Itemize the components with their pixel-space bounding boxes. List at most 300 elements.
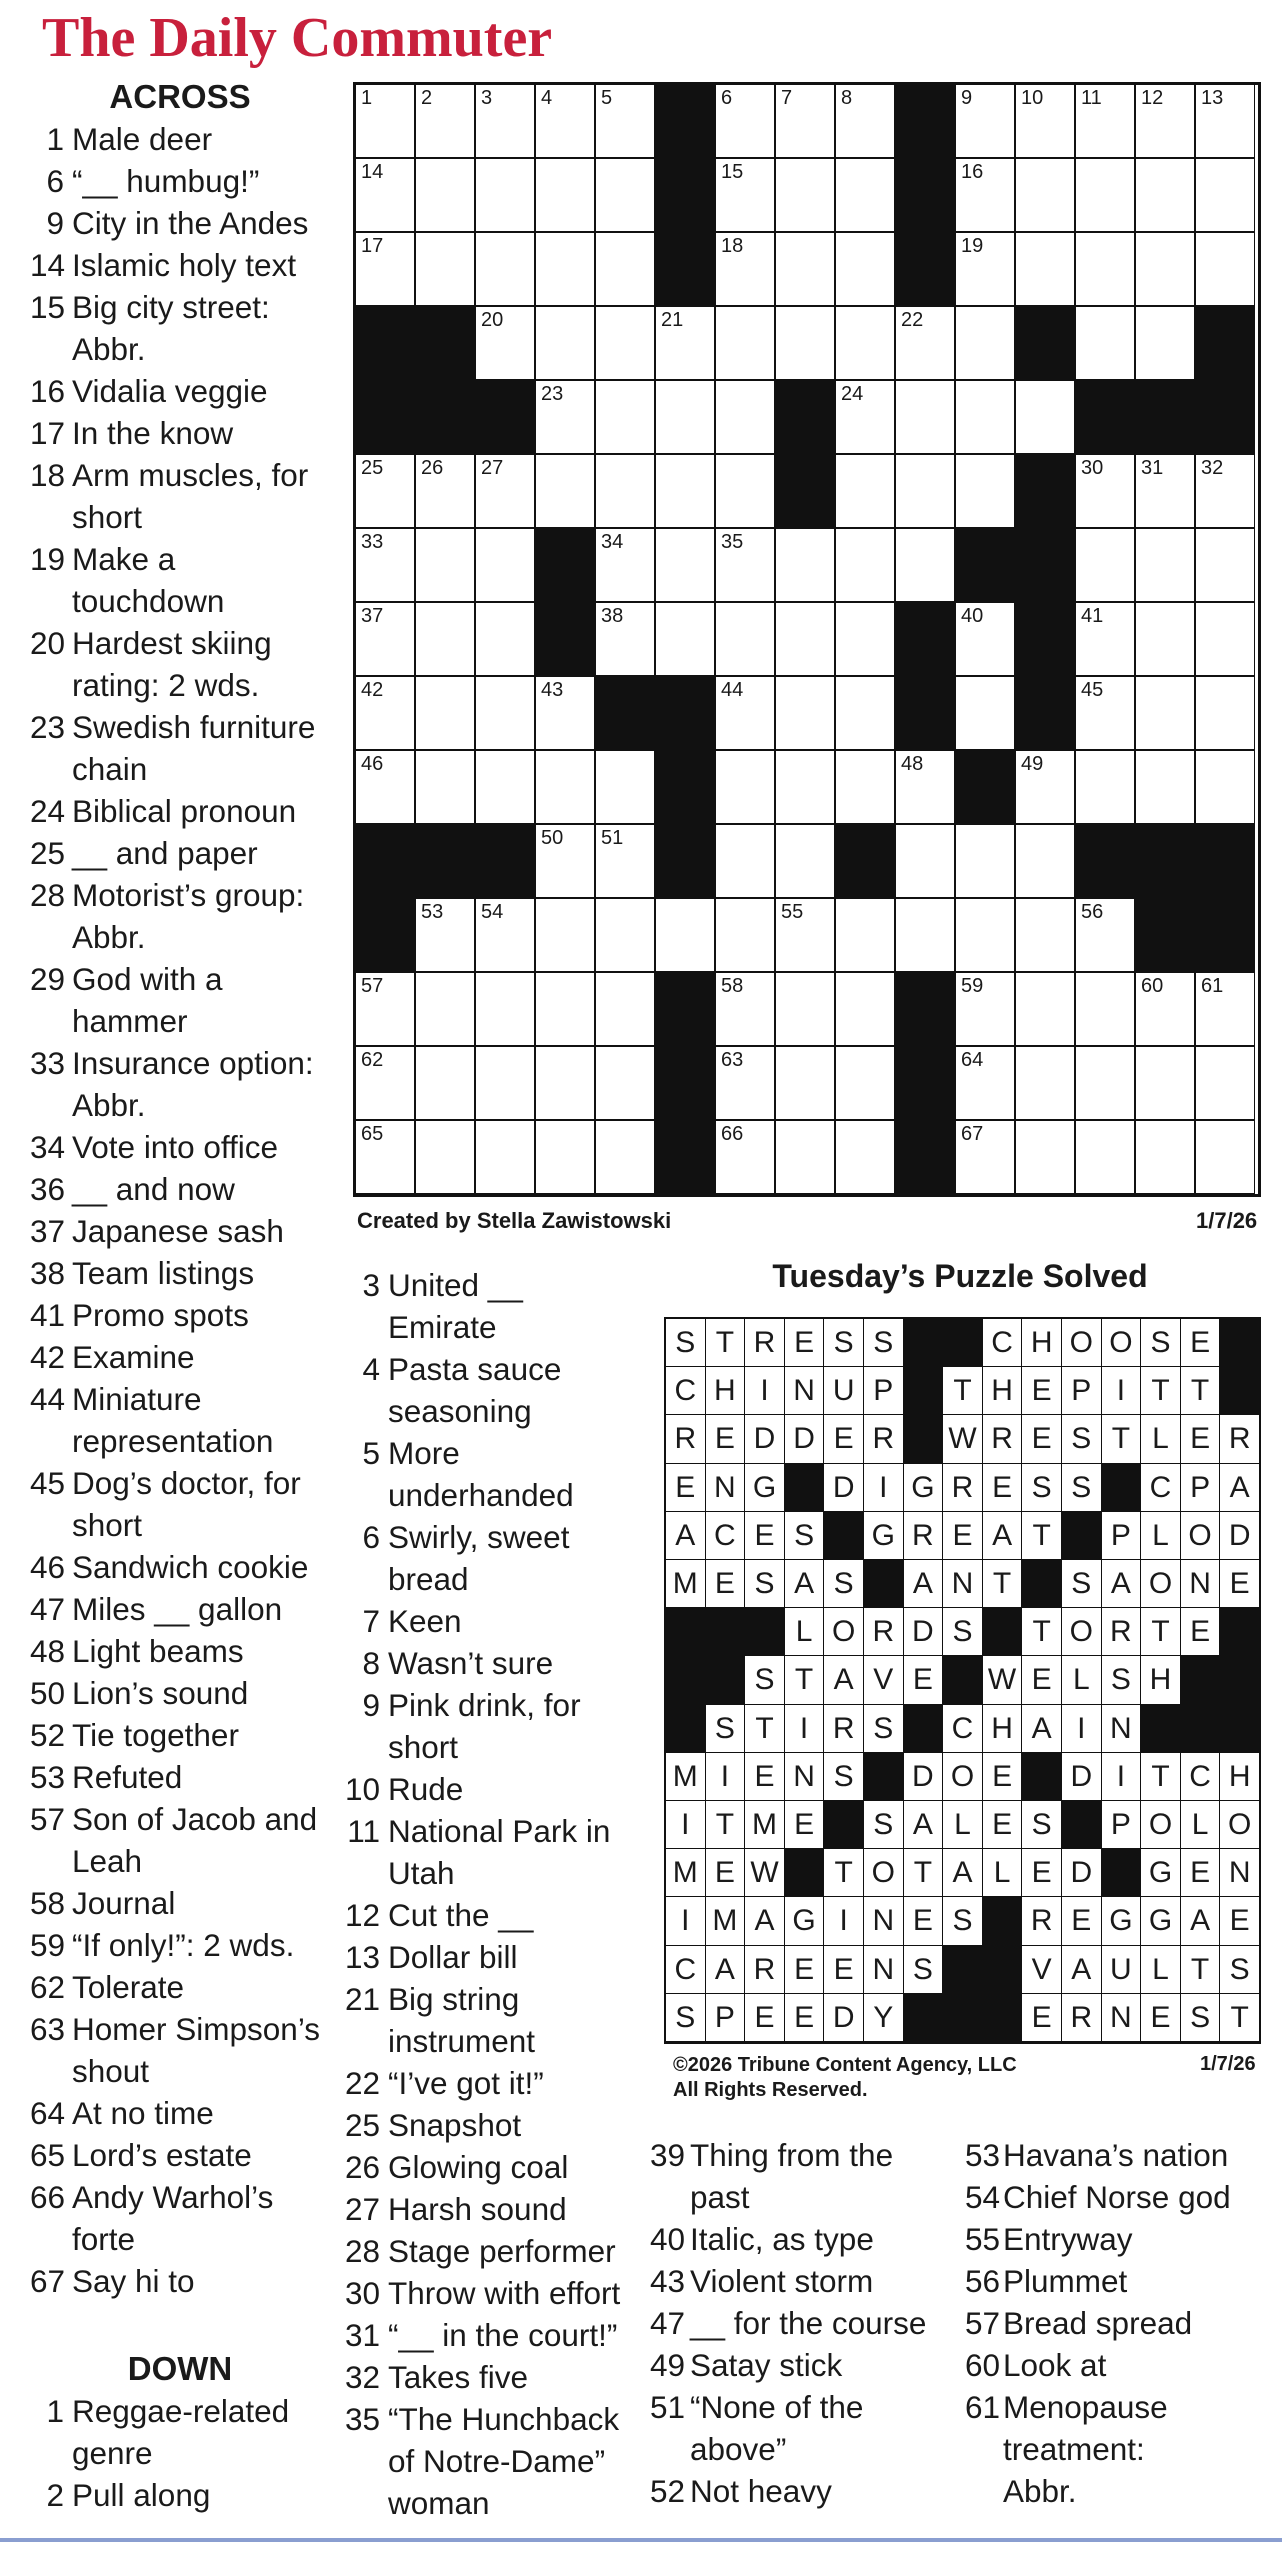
grid-cell[interactable] bbox=[1015, 898, 1075, 972]
solution-letter: O bbox=[1180, 1511, 1221, 1560]
grid-cell[interactable] bbox=[1195, 972, 1255, 1046]
grid-cell[interactable] bbox=[715, 84, 775, 158]
solution-black-square bbox=[1101, 1848, 1142, 1897]
grid-cell[interactable] bbox=[715, 232, 775, 306]
grid-cell[interactable] bbox=[535, 1120, 595, 1194]
grid-cell[interactable] bbox=[1195, 1046, 1255, 1120]
grid-cell[interactable] bbox=[1195, 528, 1255, 602]
grid-cell[interactable] bbox=[1135, 306, 1195, 380]
clue-text-line: Japanese sash bbox=[72, 1213, 284, 1249]
grid-cell[interactable] bbox=[475, 750, 535, 824]
grid-cell[interactable] bbox=[415, 158, 475, 232]
clue-item bbox=[30, 832, 330, 874]
clue-item bbox=[30, 538, 330, 622]
clue-text-line: Vidalia veggie bbox=[72, 373, 268, 409]
grid-cell[interactable] bbox=[535, 232, 595, 306]
grid-cell[interactable] bbox=[475, 306, 535, 380]
grid-cell[interactable] bbox=[775, 750, 835, 824]
cell-number: 16 bbox=[961, 161, 984, 183]
black-square bbox=[595, 676, 655, 750]
grid-cell[interactable] bbox=[1135, 454, 1195, 528]
solution-black-square bbox=[744, 1607, 785, 1656]
solution-letter: E bbox=[903, 1655, 944, 1704]
grid-cell[interactable] bbox=[655, 898, 715, 972]
grid-cell[interactable] bbox=[595, 232, 655, 306]
grid-cell[interactable] bbox=[415, 84, 475, 158]
grid-cell[interactable] bbox=[1015, 84, 1075, 158]
grid-cell[interactable] bbox=[1075, 158, 1135, 232]
clue-text-line: “I’ve got it!” bbox=[388, 2065, 544, 2101]
clue-text-line: Bread spread bbox=[1003, 2305, 1193, 2341]
grid-cell[interactable] bbox=[355, 1046, 415, 1120]
grid-cell[interactable] bbox=[715, 898, 775, 972]
grid-cell[interactable] bbox=[715, 528, 775, 602]
solution-letter: S bbox=[1021, 1800, 1062, 1849]
solution-black-square bbox=[1140, 1704, 1181, 1753]
grid-cell[interactable] bbox=[475, 84, 535, 158]
solution-letter: I bbox=[665, 1800, 706, 1849]
grid-cell[interactable] bbox=[1135, 1120, 1195, 1194]
grid-cell[interactable] bbox=[535, 306, 595, 380]
grid-cell[interactable] bbox=[715, 602, 775, 676]
black-square bbox=[1015, 306, 1075, 380]
solution-letter: L bbox=[1180, 1800, 1221, 1849]
grid-cell[interactable] bbox=[1075, 676, 1135, 750]
grid-cell[interactable] bbox=[1075, 232, 1135, 306]
grid-cell[interactable] bbox=[595, 84, 655, 158]
grid-cell[interactable] bbox=[715, 676, 775, 750]
grid-cell[interactable] bbox=[775, 158, 835, 232]
grid-cell[interactable] bbox=[1075, 1046, 1135, 1120]
grid-cell[interactable] bbox=[355, 602, 415, 676]
grid-cell[interactable] bbox=[655, 454, 715, 528]
clue-text bbox=[72, 244, 330, 286]
solution-black-square bbox=[903, 1366, 944, 1415]
clue-text bbox=[388, 2104, 625, 2146]
grid-cell[interactable] bbox=[955, 306, 1015, 380]
grid-cell[interactable] bbox=[1015, 380, 1075, 454]
grid-cell[interactable] bbox=[715, 158, 775, 232]
grid-cell[interactable] bbox=[1195, 158, 1255, 232]
clue-number: 50 bbox=[30, 1675, 66, 1711]
grid-cell[interactable] bbox=[415, 1046, 475, 1120]
grid-cell[interactable] bbox=[1015, 750, 1075, 824]
grid-cell[interactable] bbox=[835, 232, 895, 306]
solution-letter: E bbox=[1180, 1318, 1221, 1367]
solution-letter: C bbox=[1180, 1752, 1221, 1801]
clue-item bbox=[30, 1966, 330, 2008]
clue-text bbox=[690, 2386, 950, 2470]
grid-cell[interactable] bbox=[535, 824, 595, 898]
grid-cell[interactable] bbox=[955, 972, 1015, 1046]
black-square bbox=[1195, 380, 1255, 454]
solution-letter: S bbox=[942, 1607, 983, 1656]
clue-number: 1 bbox=[46, 121, 64, 157]
grid-cell[interactable] bbox=[355, 1120, 415, 1194]
clue-number: 27 bbox=[344, 2191, 380, 2227]
grid-cell[interactable] bbox=[475, 1046, 535, 1120]
black-square bbox=[355, 824, 415, 898]
black-square bbox=[655, 1046, 715, 1120]
grid-cell[interactable] bbox=[535, 676, 595, 750]
black-square bbox=[955, 528, 1015, 602]
cell-number: 4 bbox=[541, 87, 553, 109]
grid-cell[interactable] bbox=[1195, 1120, 1255, 1194]
grid-cell[interactable] bbox=[775, 84, 835, 158]
grid-cell[interactable] bbox=[955, 1046, 1015, 1120]
clue-text bbox=[72, 1126, 330, 1168]
grid-cell[interactable] bbox=[415, 750, 475, 824]
clue-text bbox=[72, 1672, 330, 1714]
grid-cell[interactable] bbox=[415, 1120, 475, 1194]
grid-cell[interactable] bbox=[595, 602, 655, 676]
clue-number: 6 bbox=[362, 1519, 380, 1555]
clue-text bbox=[72, 706, 330, 790]
grid-cell[interactable] bbox=[1075, 454, 1135, 528]
grid-cell[interactable] bbox=[475, 1120, 535, 1194]
grid-cell[interactable] bbox=[355, 676, 415, 750]
solution-letter: W bbox=[744, 1848, 785, 1897]
solution-letter: I bbox=[784, 1704, 825, 1753]
cell-number: 17 bbox=[361, 235, 384, 257]
grid-cell[interactable] bbox=[835, 1046, 895, 1120]
grid-cell[interactable] bbox=[1135, 602, 1195, 676]
solution-letter: N bbox=[942, 1559, 983, 1608]
solution-letter: L bbox=[1061, 1655, 1102, 1704]
clue-item bbox=[650, 2218, 950, 2260]
clue-item bbox=[30, 1126, 330, 1168]
solution-letter: T bbox=[705, 1800, 746, 1849]
solution-letter: R bbox=[863, 1414, 904, 1463]
solution-letter: R bbox=[1061, 1993, 1102, 2042]
grid-cell[interactable] bbox=[595, 972, 655, 1046]
solution-black-square bbox=[903, 1993, 944, 2042]
grid-cell[interactable] bbox=[355, 528, 415, 602]
grid-cell[interactable] bbox=[1195, 676, 1255, 750]
grid-cell[interactable] bbox=[1075, 602, 1135, 676]
grid-cell[interactable] bbox=[475, 898, 535, 972]
grid-cell[interactable] bbox=[355, 84, 415, 158]
clue-text bbox=[72, 2260, 330, 2302]
grid-cell[interactable] bbox=[1015, 1046, 1075, 1120]
grid-cell[interactable] bbox=[1135, 1046, 1195, 1120]
grid-cell[interactable] bbox=[655, 306, 715, 380]
clue-text bbox=[72, 1210, 330, 1252]
grid-cell[interactable] bbox=[595, 898, 655, 972]
grid-cell[interactable] bbox=[775, 306, 835, 380]
grid-cell[interactable] bbox=[1135, 528, 1195, 602]
grid-cell[interactable] bbox=[475, 676, 535, 750]
black-square bbox=[1195, 824, 1255, 898]
grid-cell[interactable] bbox=[1075, 898, 1135, 972]
solution-letter: S bbox=[705, 1704, 746, 1753]
grid-cell[interactable] bbox=[835, 528, 895, 602]
grid-cell[interactable] bbox=[835, 84, 895, 158]
grid-cell[interactable] bbox=[415, 676, 475, 750]
solution-letter: S bbox=[744, 1559, 785, 1608]
grid-cell[interactable] bbox=[775, 602, 835, 676]
grid-cell[interactable] bbox=[1075, 972, 1135, 1046]
grid-cell[interactable] bbox=[835, 898, 895, 972]
grid-cell[interactable] bbox=[475, 454, 535, 528]
grid-cell[interactable] bbox=[475, 972, 535, 1046]
grid-cell[interactable] bbox=[775, 528, 835, 602]
grid-cell[interactable] bbox=[1075, 306, 1135, 380]
clue-text-line: Son of Jacob and bbox=[72, 1801, 318, 1837]
grid-cell[interactable] bbox=[475, 158, 535, 232]
grid-cell[interactable] bbox=[415, 602, 475, 676]
grid-cell[interactable] bbox=[955, 1120, 1015, 1194]
grid-cell[interactable] bbox=[1135, 158, 1195, 232]
clue-number: 8 bbox=[362, 1645, 380, 1681]
solution-black-square bbox=[1180, 1655, 1221, 1704]
grid-cell[interactable] bbox=[1015, 158, 1075, 232]
grid-cell[interactable] bbox=[895, 824, 955, 898]
grid-cell[interactable] bbox=[415, 232, 475, 306]
grid-cell[interactable] bbox=[535, 158, 595, 232]
grid-cell[interactable] bbox=[955, 898, 1015, 972]
clue-text bbox=[72, 1252, 330, 1294]
grid-cell[interactable] bbox=[895, 306, 955, 380]
grid-cell[interactable] bbox=[1015, 232, 1075, 306]
solution-letter: D bbox=[1061, 1752, 1102, 1801]
clue-number: 18 bbox=[30, 457, 66, 493]
grid-cell[interactable] bbox=[595, 528, 655, 602]
clue-text-line: Havana’s nation bbox=[1003, 2137, 1229, 2173]
grid-cell[interactable] bbox=[535, 380, 595, 454]
grid-cell[interactable] bbox=[895, 454, 955, 528]
grid-cell[interactable] bbox=[355, 232, 415, 306]
grid-cell[interactable] bbox=[775, 1120, 835, 1194]
clue-number: 54 bbox=[965, 2179, 1001, 2215]
black-square bbox=[1135, 824, 1195, 898]
grid-cell[interactable] bbox=[415, 454, 475, 528]
solution-letter: R bbox=[1219, 1414, 1260, 1463]
grid-cell[interactable] bbox=[1015, 1120, 1075, 1194]
grid-cell[interactable] bbox=[415, 528, 475, 602]
grid-cell[interactable] bbox=[1135, 84, 1195, 158]
grid-cell[interactable] bbox=[535, 972, 595, 1046]
solution-letter: N bbox=[1101, 1704, 1142, 1753]
solution-letter: E bbox=[784, 1318, 825, 1367]
black-square bbox=[475, 824, 535, 898]
grid-cell[interactable] bbox=[1195, 84, 1255, 158]
grid-cell[interactable] bbox=[715, 306, 775, 380]
clue-item bbox=[340, 1978, 625, 2062]
clue-item bbox=[30, 370, 330, 412]
clue-item bbox=[30, 202, 330, 244]
clue-text-line: Andy Warhol’s bbox=[72, 2179, 274, 2215]
grid-cell[interactable] bbox=[595, 158, 655, 232]
grid-cell[interactable] bbox=[715, 380, 775, 454]
grid-cell[interactable] bbox=[655, 602, 715, 676]
clue-text bbox=[388, 2062, 625, 2104]
grid-cell[interactable] bbox=[1195, 602, 1255, 676]
grid-cell[interactable] bbox=[895, 750, 955, 824]
grid-cell[interactable] bbox=[715, 824, 775, 898]
solution-letter: C bbox=[705, 1511, 746, 1560]
grid-cell[interactable] bbox=[955, 824, 1015, 898]
solution-letter: S bbox=[863, 1800, 904, 1849]
grid-cell[interactable] bbox=[895, 898, 955, 972]
down-clues-col2 bbox=[340, 1264, 625, 2524]
grid-cell[interactable] bbox=[415, 898, 475, 972]
grid-cell[interactable] bbox=[355, 454, 415, 528]
grid-cell[interactable] bbox=[475, 528, 535, 602]
solution-letter: L bbox=[1140, 1511, 1181, 1560]
black-square bbox=[1015, 602, 1075, 676]
grid-cell[interactable] bbox=[1135, 232, 1195, 306]
black-square bbox=[355, 306, 415, 380]
grid-cell[interactable] bbox=[655, 380, 715, 454]
clue-number: 30 bbox=[344, 2275, 380, 2311]
clue-item bbox=[30, 244, 330, 286]
solution-letter: S bbox=[823, 1559, 864, 1608]
grid-cell[interactable] bbox=[1195, 454, 1255, 528]
grid-cell[interactable] bbox=[715, 1046, 775, 1120]
clue-text-line: Violent storm bbox=[690, 2263, 874, 2299]
solution-date: 1/7/26 bbox=[1200, 2053, 1256, 2075]
clue-text bbox=[72, 1882, 330, 1924]
clue-number: 28 bbox=[30, 877, 66, 913]
grid-cell[interactable] bbox=[955, 602, 1015, 676]
grid-cell[interactable] bbox=[955, 454, 1015, 528]
grid-cell[interactable] bbox=[535, 454, 595, 528]
clue-text bbox=[72, 2390, 330, 2474]
grid-cell[interactable] bbox=[595, 454, 655, 528]
grid-cell[interactable] bbox=[1135, 676, 1195, 750]
down-clues-col4 bbox=[965, 2134, 1265, 2512]
grid-cell[interactable] bbox=[415, 972, 475, 1046]
clue-number: 55 bbox=[965, 2221, 1001, 2257]
grid-cell[interactable] bbox=[475, 232, 535, 306]
grid-cell[interactable] bbox=[595, 750, 655, 824]
grid-cell[interactable] bbox=[955, 676, 1015, 750]
grid-cell[interactable] bbox=[955, 158, 1015, 232]
solution-letter: E bbox=[705, 1414, 746, 1463]
clue-text bbox=[690, 2470, 950, 2512]
grid-cell[interactable] bbox=[1135, 750, 1195, 824]
solution-letter: R bbox=[744, 1945, 785, 1994]
solution-black-square bbox=[1219, 1607, 1260, 1656]
clue-text-line: Light beams bbox=[72, 1633, 244, 1669]
solution-letter: E bbox=[705, 1559, 746, 1608]
grid-cell[interactable] bbox=[835, 158, 895, 232]
clue-number: 22 bbox=[344, 2065, 380, 2101]
clue-item bbox=[30, 1462, 330, 1546]
grid-cell[interactable] bbox=[895, 528, 955, 602]
clue-item bbox=[30, 2008, 330, 2092]
solution-letter: T bbox=[1180, 1366, 1221, 1415]
grid-cell[interactable] bbox=[1075, 528, 1135, 602]
grid-cell[interactable] bbox=[895, 380, 955, 454]
clue-number: 45 bbox=[30, 1465, 66, 1501]
grid-cell[interactable] bbox=[955, 232, 1015, 306]
grid-cell[interactable] bbox=[835, 972, 895, 1046]
grid-cell[interactable] bbox=[595, 1120, 655, 1194]
grid-cell[interactable] bbox=[1015, 972, 1075, 1046]
clue-item bbox=[965, 2302, 1265, 2344]
grid-cell[interactable] bbox=[355, 158, 415, 232]
grid-cell[interactable] bbox=[715, 454, 775, 528]
solution-letter: L bbox=[784, 1607, 825, 1656]
grid-cell[interactable] bbox=[835, 454, 895, 528]
grid-cell[interactable] bbox=[1195, 232, 1255, 306]
grid-cell[interactable] bbox=[775, 898, 835, 972]
grid-cell[interactable] bbox=[535, 750, 595, 824]
clue-text-line: Plummet bbox=[1003, 2263, 1128, 2299]
grid-cell[interactable] bbox=[835, 750, 895, 824]
grid-cell[interactable] bbox=[775, 972, 835, 1046]
clue-text bbox=[72, 1294, 330, 1336]
grid-cell[interactable] bbox=[715, 972, 775, 1046]
grid-cell[interactable] bbox=[1135, 972, 1195, 1046]
grid-cell[interactable] bbox=[475, 602, 535, 676]
grid-cell[interactable] bbox=[775, 676, 835, 750]
clue-text bbox=[72, 1462, 330, 1546]
grid-cell[interactable] bbox=[955, 84, 1015, 158]
clue-text bbox=[1003, 2176, 1265, 2218]
grid-cell[interactable] bbox=[835, 1120, 895, 1194]
solution-letter: L bbox=[1140, 1414, 1181, 1463]
black-square bbox=[415, 306, 475, 380]
grid-cell[interactable] bbox=[1195, 750, 1255, 824]
clue-text-line: National Park in bbox=[388, 1813, 611, 1849]
clue-text bbox=[72, 412, 330, 454]
solution-black-square bbox=[942, 1993, 983, 2042]
grid-cell[interactable] bbox=[1015, 824, 1075, 898]
grid-cell[interactable] bbox=[835, 380, 895, 454]
grid-cell[interactable] bbox=[955, 380, 1015, 454]
grid-cell[interactable] bbox=[775, 232, 835, 306]
grid-cell[interactable] bbox=[355, 750, 415, 824]
clue-text-line: past bbox=[690, 2179, 750, 2215]
grid-cell[interactable] bbox=[715, 750, 775, 824]
grid-cell[interactable] bbox=[835, 602, 895, 676]
grid-cell[interactable] bbox=[835, 676, 895, 750]
grid-cell[interactable] bbox=[595, 824, 655, 898]
grid-cell[interactable] bbox=[595, 1046, 655, 1120]
clue-text bbox=[72, 622, 330, 706]
clue-text bbox=[72, 1630, 330, 1672]
solution-black-square bbox=[982, 1896, 1023, 1945]
solution-letter: E bbox=[1219, 1896, 1260, 1945]
grid-cell[interactable] bbox=[775, 1046, 835, 1120]
grid-cell[interactable] bbox=[715, 1120, 775, 1194]
grid-cell[interactable] bbox=[835, 306, 895, 380]
solution-black-square bbox=[1219, 1318, 1260, 1367]
grid-cell[interactable] bbox=[655, 528, 715, 602]
clue-item bbox=[340, 1642, 625, 1684]
grid-cell[interactable] bbox=[595, 306, 655, 380]
grid-cell[interactable] bbox=[1075, 1120, 1135, 1194]
grid-cell[interactable] bbox=[535, 84, 595, 158]
grid-cell[interactable] bbox=[355, 972, 415, 1046]
grid-cell[interactable] bbox=[535, 1046, 595, 1120]
clue-item bbox=[30, 412, 330, 454]
cell-number: 55 bbox=[781, 901, 804, 923]
clue-text-line: Dog’s doctor, for bbox=[72, 1465, 301, 1501]
cell-number: 42 bbox=[361, 679, 384, 701]
clue-text bbox=[72, 1588, 330, 1630]
grid-cell[interactable] bbox=[1075, 750, 1135, 824]
cell-number: 3 bbox=[481, 87, 493, 109]
grid-cell[interactable] bbox=[775, 824, 835, 898]
grid-cell[interactable] bbox=[1075, 84, 1135, 158]
grid-cell[interactable] bbox=[595, 380, 655, 454]
grid-cell[interactable] bbox=[535, 898, 595, 972]
cell-number: 41 bbox=[1081, 605, 1104, 627]
